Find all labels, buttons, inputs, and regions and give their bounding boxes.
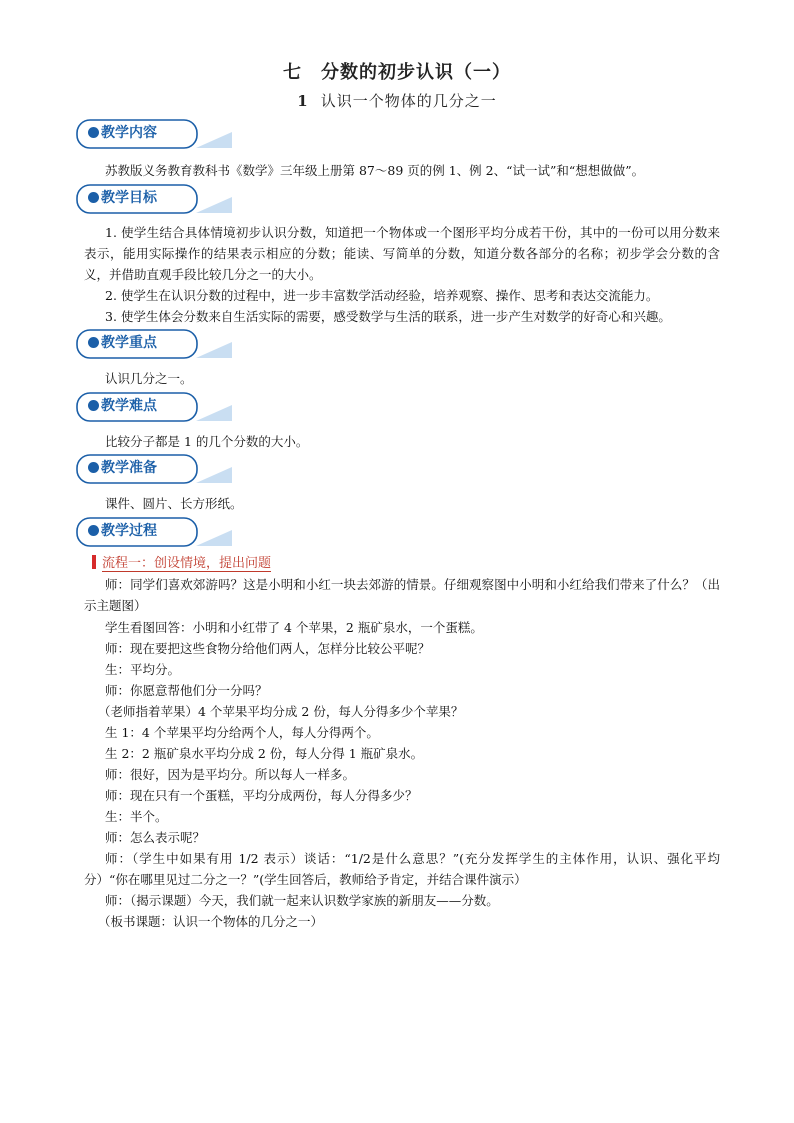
- bullet-dot-icon: [88, 462, 99, 473]
- process-line: 师：（学生中如果有用 1/2 表示）谈话：“1/2是什么意思？”(充分发挥学生的主体作用，认识、强化平均分）“你在哪里见过二分之一？”(学生回答后，教师给予肯定，并结合课件演示）: [84, 851, 720, 887]
- goal-item-3: 3. 使学生体会分数来自生活实际的需要，感受数学与生活的联系，进一步产生对数学的好奇心和兴趣。: [105, 309, 671, 324]
- section-header-preparation: [76, 453, 236, 489]
- difficulty-text: 比较分子都是 1 的几个分数的大小。: [105, 434, 309, 449]
- section-heading: 教学目标: [88, 183, 157, 213]
- section-header-process: [76, 516, 236, 552]
- process-line: 生：平均分。: [105, 662, 181, 677]
- process-line: 师：现在只有一个蛋糕，平均分成两份，每人分得多少？: [105, 788, 418, 803]
- goal-item-1: 1. 使学生结合具体情境初步认识分数，知道把一个物体或一个图形平均分成若干份，其中的一份可以用分数来表示，能用实际操作的结果表示相应的分数；能读、写简单的分数，知道分数各部分的名称；初步学会分数的含义，并借助直观手段比较几分之一的大小。: [84, 225, 720, 282]
- process-line: 学生看图回答：小明和小红带了 4 个苹果，2 瓶矿泉水，一个蛋糕。: [105, 620, 483, 635]
- bullet-dot-icon: [88, 525, 99, 536]
- lesson-title-text: 认识一个物体的几分之一: [320, 92, 497, 110]
- bullet-dot-icon: [88, 127, 99, 138]
- process-line: 生 2：2 瓶矿泉水平均分成 2 份，每人分得 1 瓶矿泉水。: [105, 746, 424, 761]
- process-line: 师：你愿意帮他们分一分吗？: [105, 683, 268, 698]
- section-heading: 教学重点: [88, 328, 157, 358]
- flow-heading: 流程一：创设情境，提出问题: [92, 554, 271, 574]
- flow-marker-icon: [92, 555, 96, 569]
- process-line: 师：现在要把这些食物分给他们两人，怎样分比较公平呢？: [105, 641, 431, 656]
- goal-item-2: 2. 使学生在认识分数的过程中，进一步丰富数学活动经验，培养观察、操作、思考和表达交流能力。: [105, 288, 659, 303]
- bullet-dot-icon: [88, 400, 99, 411]
- section-heading: 教学内容: [88, 118, 157, 148]
- bullet-dot-icon: [88, 337, 99, 348]
- content-text: 苏教版义务教育教科书《数学》三年级上册第 87～89 页的例 1、例 2、“试一试”和“想想做做”。: [105, 163, 645, 178]
- key-point-text: 认识几分之一。: [105, 371, 193, 386]
- section-header-difficulty: [76, 391, 236, 427]
- process-line: 师：很好，因为是平均分。所以每人一样多。: [105, 767, 356, 782]
- process-line: （老师指着苹果）4 个苹果平均分成 2 份，每人分得多少个苹果？: [98, 704, 464, 719]
- unit-title: 七 分数的初步认识（一）: [283, 62, 511, 83]
- process-line: 师：怎么表示呢？: [105, 830, 206, 845]
- process-line: 师：（揭示课题）今天，我们就一起来认识数学家族的新朋友——分数。: [105, 893, 499, 908]
- preparation-text: 课件、圆片、长方形纸。: [105, 496, 243, 511]
- lesson-number: 1: [297, 92, 309, 110]
- process-line: 生 1：4 个苹果平均分给两个人，每人分得两个。: [105, 725, 379, 740]
- section-heading: 教学过程: [88, 516, 157, 546]
- bullet-dot-icon: [88, 192, 99, 203]
- section-header-content: [76, 118, 236, 154]
- section-header-key-point: [76, 328, 236, 364]
- lesson-title: [0, 90, 794, 111]
- process-line: 师：同学们喜欢郊游吗？这是小明和小红一块去郊游的情景。仔细观察图中小明和小红给我们带来了什么？（出示主题图）: [84, 577, 720, 613]
- section-heading: 教学难点: [88, 391, 157, 421]
- section-heading: 教学准备: [88, 453, 157, 483]
- process-line: （板书课题：认识一个物体的几分之一）: [98, 914, 324, 929]
- process-line: 生：半个。: [105, 809, 168, 824]
- section-header-goals: [76, 183, 236, 219]
